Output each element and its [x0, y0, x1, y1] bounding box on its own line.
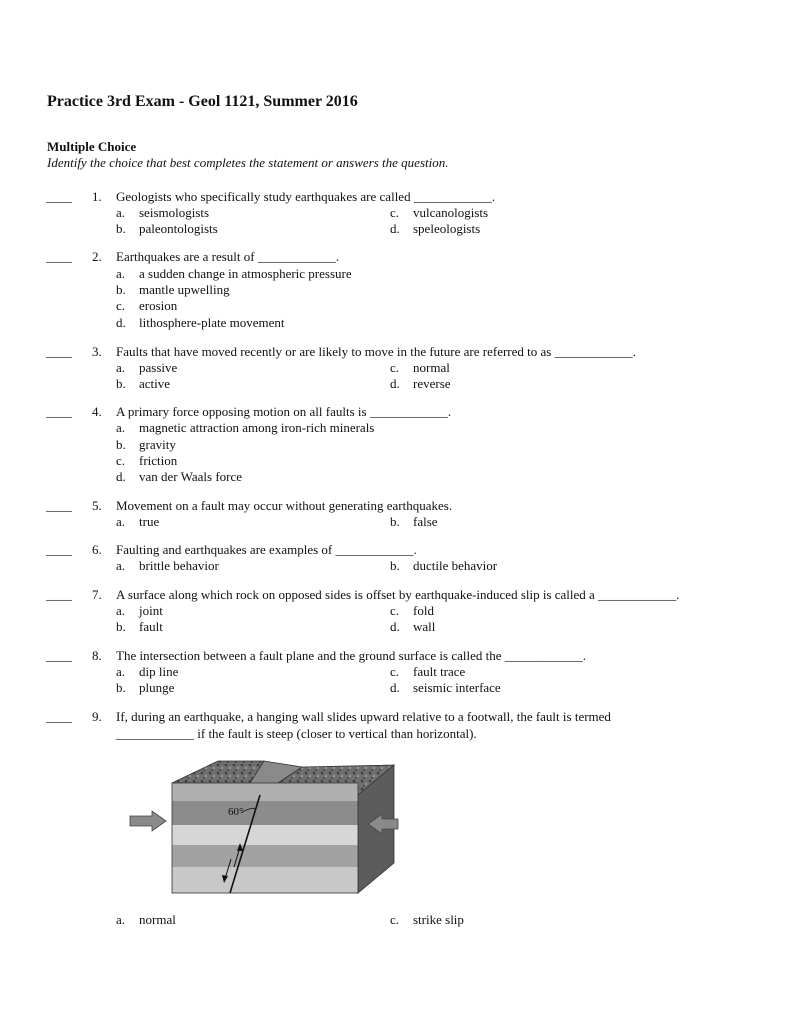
answer-blank[interactable]: ____: [46, 404, 72, 419]
answer-blank[interactable]: ____: [46, 542, 72, 557]
question-number: 5.: [92, 498, 102, 513]
question-number: 1.: [92, 189, 102, 204]
answer-blank[interactable]: ____: [46, 344, 72, 359]
question-stem: Earthquakes are a result of ____________.: [116, 249, 340, 264]
question-number: 4.: [92, 404, 102, 419]
angle-label: 60°: [228, 806, 244, 818]
question-number: 8.: [92, 648, 102, 663]
layer-2: [172, 801, 358, 825]
question-stem: Faulting and earthquakes are examples of ____________.: [116, 542, 417, 557]
question-stem: Faults that have moved recently or are likely to move in the future are referred to as ____________.: [116, 344, 636, 359]
answer-blank[interactable]: ____: [46, 498, 72, 513]
question-number: 6.: [92, 542, 102, 557]
question-stem: Geologists who specifically study earthquakes are called ____________.: [116, 189, 496, 204]
question-number: 9.: [92, 709, 102, 724]
answer-blank[interactable]: ____: [46, 709, 72, 724]
layer-1: [172, 783, 358, 801]
question-stem: A surface along which rock on opposed sides is offset by earthquake-induced slip is called a ____________.: [116, 587, 680, 602]
question-stem-line-2: ____________ if the fault is steep (closer to vertical than horizontal).: [116, 726, 477, 741]
question-stem: The intersection between a fault plane and the ground surface is called the ____________.: [116, 648, 587, 663]
fault-block-diagram: [128, 755, 400, 895]
answer-blank[interactable]: ____: [46, 648, 72, 663]
section-title: Multiple Choice: [47, 139, 137, 154]
layer-5: [172, 867, 358, 893]
answer-blank[interactable]: ____: [46, 587, 72, 602]
question-number: 2.: [92, 249, 102, 264]
hanging-wall-top: [172, 761, 264, 783]
page-title: Practice 3rd Exam - Geol 1121, Summer 2016: [47, 93, 358, 110]
question-stem: A primary force opposing motion on all faults is ____________.: [116, 404, 452, 419]
exam-page: Practice 3rd Exam - Geol 1121, Summer 2016 Multiple Choice Identify the choice that best completes the statement or answers the question. ____ 1. Geologists who specifically study earthquakes are called ____________. a. seismologists b. paleontologists c. vulcanologists d. speleologists ____ 2. Earthquakes are a result of ____________. a. a sudden change in atmospheric pressure b. mantle upwelling c. erosion d. lithosphere-plate movement ____ 3. Faults that have moved recently or are likely to move in the future are referred to as ____________. a. passive b. active c. normal d. reverse ____ 4. A primary force opposing motion on all faults is ____________. a. magnetic attraction among iron-rich minerals b. gravity c. friction d. van der Waals force ____ 5. Movement on a fault may occur without generating earthquakes. a. true b. false ____ 6. Faulting and earthquakes are examples of ____________. a. brittle behavior b. ductile behavior ____ 7. A surface along which rock on opposed sides is offset by earthquake-induced slip is called a ____________. a. joint b. fault c. fold d. wall ____ 8. The intersection between a fault plane and the ground surface is called the ____________. a. dip line b. plunge c. fault trace d. seismic interface ____ 9. If, during an earthquake, a hanging wall slides upward relative to a footwall, the fault is termed ____________ if the fault is steep (closer to vertical than horizontal). 60° a. normal c. strike slip: [46, 93, 680, 927]
question-number: 3.: [92, 344, 102, 359]
question-number: 7.: [92, 587, 102, 602]
instructions: Identify the choice that best completes the statement or answers the question.: [47, 155, 449, 170]
layer-4: [172, 845, 358, 867]
compression-arrow-left: [130, 811, 166, 831]
answer-blank[interactable]: ____: [46, 189, 72, 204]
fault-block-svg: [128, 755, 400, 895]
layer-3: [172, 825, 358, 845]
question-stem-line-1: If, during an earthquake, a hanging wall slides upward relative to a footwall, the fault is termed: [116, 709, 611, 724]
answer-blank[interactable]: ____: [46, 249, 72, 264]
question-stem: Movement on a fault may occur without generating earthquakes.: [116, 498, 453, 513]
